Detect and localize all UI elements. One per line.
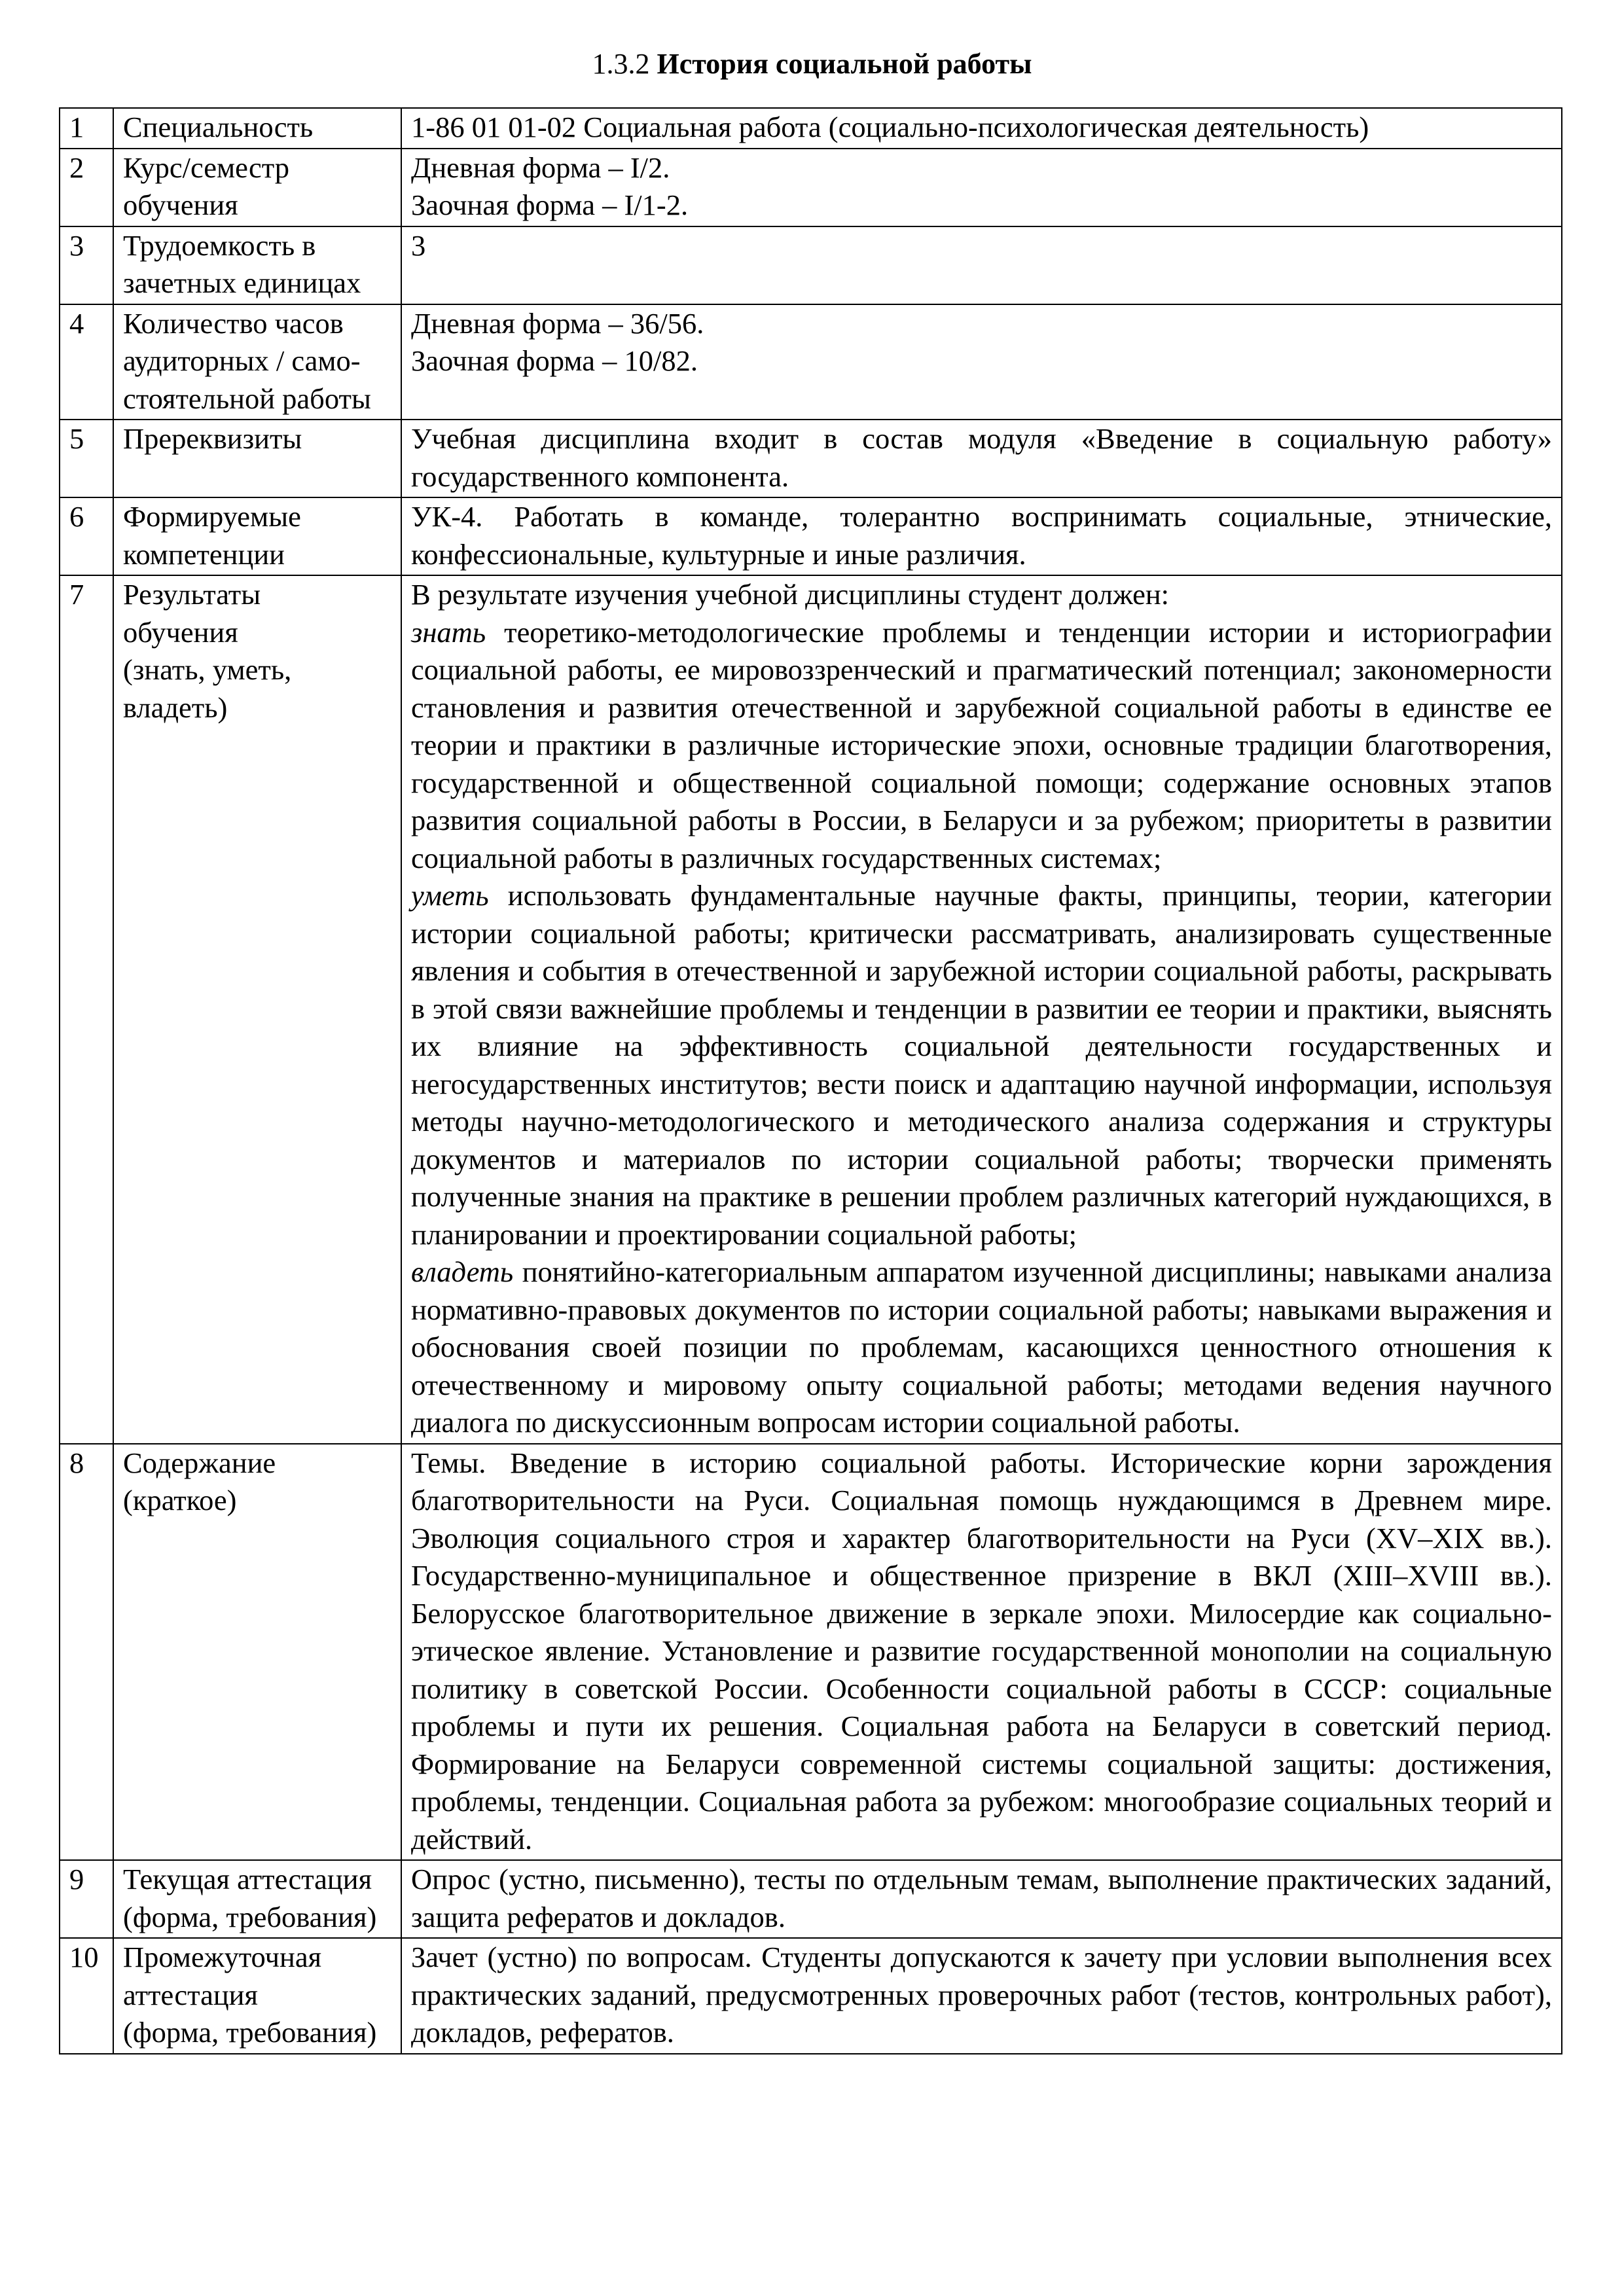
row-label (113, 1444, 401, 1861)
row-value (401, 108, 1562, 149)
row-label-line: Курс/семестр (123, 151, 290, 184)
row-value (401, 149, 1562, 226)
paragraph-text: теоретико-методологические проблемы и тенденции истории и историографии социальной работы, ее мировоззренческий и прагматический потенциал; закономерности становления и развития отечественной и зарубежной социальной работы в единстве ее теории и практики в различные исторические эпохи, основные традиции благотворения, государственной и общественной социальной помощи; содержание основных этапов развития социальной работы в России, в Беларуси и за рубежом; приоритеты в развитии социальной работы в различных государственных системах; (411, 615, 1552, 874)
row-number: 10 (60, 1938, 113, 2054)
row-label-line: стоятельной работы (123, 382, 371, 415)
row-value (401, 575, 1562, 1444)
row-value (401, 1938, 1562, 2054)
value-paragraph (411, 149, 1552, 187)
row-label (113, 420, 401, 497)
table-row (60, 575, 1562, 1444)
row-label (113, 1860, 401, 1938)
value-paragraph (411, 227, 1552, 265)
row-label-line: (форма, требования) (123, 1900, 377, 1933)
value-paragraph (411, 498, 1552, 573)
row-value (401, 497, 1562, 575)
page-title (0, 47, 1624, 82)
paragraph-text: Дневная форма – I/2. (411, 151, 670, 184)
row-value (401, 226, 1562, 304)
row-label-line: компетенции (123, 537, 285, 571)
value-paragraph (411, 1939, 1552, 2052)
row-number: 7 (60, 575, 113, 1444)
table-row (60, 1938, 1562, 2054)
paragraph-text: использовать фундаментальные научные факты, принципы, теории, категории истории социальной работы; критически рассматривать, анализировать существенные явления и события в отечественной и зарубежной истории социальной работы, раскрывать в этой связи важнейшие проблемы и тенденции в развитии ее теории и практики, выяснять их влияние на эффективность социальной деятельности государственных и негосударственных институтов; вести поиск и адаптацию научной информации, используя методы научно-методологического и методического анализа содержания и структуры документов и материалов по истории социальной работы; творчески применять полученные знания на практике в решении проблем различных категорий нуждающихся, в планировании и проектировании социальной работы; (411, 879, 1552, 1251)
row-label (113, 149, 401, 226)
paragraph-text: 1-86 01 01-02 Социальная работа (социально-психологическая деятельность) (411, 111, 1369, 143)
keyword: владеть (411, 1255, 514, 1288)
value-paragraph (411, 342, 1552, 380)
row-label (113, 1938, 401, 2054)
row-label-line: обучения (123, 615, 238, 649)
paragraph-text: В результате изучения учебной дисциплины студент должен: (411, 578, 1170, 611)
row-label-line: (краткое) (123, 1484, 237, 1516)
table-row (60, 420, 1562, 497)
row-value (401, 1444, 1562, 1861)
table-row (60, 304, 1562, 420)
row-label (113, 108, 401, 149)
row-label-line: Трудоемкость в (123, 228, 316, 262)
table-row (60, 226, 1562, 304)
row-number: 6 (60, 497, 113, 575)
table-row (60, 108, 1562, 149)
row-label (113, 304, 401, 420)
row-number: 8 (60, 1444, 113, 1861)
value-paragraph (411, 305, 1552, 343)
table-row (60, 1860, 1562, 1938)
row-label-line: владеть) (123, 691, 228, 724)
table-row (60, 497, 1562, 575)
row-label-line: (форма, требования) (123, 2016, 377, 2049)
row-label (113, 575, 401, 1444)
value-paragraph (411, 109, 1552, 147)
row-label-line: аттестация (123, 1978, 258, 2011)
keyword: уметь (411, 879, 489, 912)
row-value (401, 420, 1562, 497)
paragraph-text: УК-4. Работать в команде, толерантно воспринимать социальные, этнические, конфессиональные, культурные и иные различия. (411, 500, 1552, 571)
section-number: 1.3.2 (592, 48, 650, 80)
paragraph-text: Заочная форма – 10/82. (411, 344, 698, 377)
discipline-table (59, 107, 1562, 2054)
paragraph-text: Учебная дисциплина входит в состав модуля «Введение в социальную работу» государственного компонента. (411, 422, 1552, 493)
row-number: 3 (60, 226, 113, 304)
section-title: История социальной работы (657, 48, 1032, 80)
row-value (401, 1860, 1562, 1938)
keyword: знать (411, 615, 486, 649)
row-number: 9 (60, 1860, 113, 1938)
value-paragraph (411, 1444, 1552, 1859)
paragraph-text: 3 (411, 228, 426, 262)
value-paragraph (411, 614, 1552, 878)
row-value (401, 304, 1562, 420)
row-label-line: (знать, уметь, (123, 653, 292, 686)
value-paragraph (411, 187, 1552, 224)
table-row (60, 149, 1562, 226)
row-label-line: Количество часов (123, 306, 344, 340)
row-label (113, 497, 401, 575)
row-label-line: Результаты (123, 578, 261, 611)
paragraph-text: Зачет (устно) по вопросам. Студенты допускаются к зачету при условии выполнения всех практических заданий, предусмотренных проверочных работ (тестов, контрольных работ), докладов, рефератов. (411, 1941, 1552, 2049)
row-number: 1 (60, 108, 113, 149)
row-label-line: Пререквизиты (123, 422, 302, 455)
row-label-line: Специальность (123, 111, 314, 143)
row-number: 5 (60, 420, 113, 497)
value-paragraph (411, 420, 1552, 495)
paragraph-text: Заочная форма – I/1-2. (411, 188, 689, 221)
row-number: 2 (60, 149, 113, 226)
row-label-line: Текущая аттестация (123, 1863, 372, 1895)
row-number: 4 (60, 304, 113, 420)
row-label-line: Промежуточная (123, 1941, 322, 1973)
table-row (60, 1444, 1562, 1861)
row-label-line: обучения (123, 188, 238, 221)
paragraph-text: Темы. Введение в историю социальной работы. Исторические корни зарождения благотворительности на Руси. Социальная помощь нуждающимся в Древнем мире. Эволюция социального строя и характер благотворительности на Руси (XV–XIX вв.). Государственно-муниципальное и общественное призрение в ВКЛ (XIII–XVIII вв.). Белорусское благотворительное движение в зеркале эпохи. Милосердие как социально-этическое явление. Установление и развитие государственной монополии на социальную политику в советской России. Особенности социальной работы в СССР: социальные проблемы и пути их решения. Социальная работа на Беларуси в советский период. Формирование на Беларуси современной системы социальной защиты: достижения, проблемы, тенденции. Социальная работа за рубежом: многообразие социальных теорий и действий. (411, 1446, 1552, 1856)
row-label-line: Формируемые (123, 500, 301, 533)
paragraph-text: Опрос (устно, письменно), тесты по отдельным темам, выполнение практических заданий, защита рефератов и докладов. (411, 1863, 1552, 1933)
value-paragraph (411, 576, 1552, 614)
discipline-table-body (60, 108, 1562, 2054)
value-paragraph (411, 1861, 1552, 1936)
value-paragraph (411, 1253, 1552, 1442)
value-paragraph (411, 877, 1552, 1253)
row-label-line: Содержание (123, 1446, 276, 1479)
row-label-line: зачетных единицах (123, 266, 361, 299)
paragraph-text: Дневная форма – 36/56. (411, 306, 704, 340)
row-label (113, 226, 401, 304)
paragraph-text: понятийно-категориальным аппаратом изученной дисциплины; навыками анализа нормативно-правовых документов по истории социальной работы; навыками выражения и обоснования своей позиции по проблемам, касающихся ценностного отношения к отечественному и мировому опыту социальной работы; методами ведения научного диалога по дискуссионным вопросам истории социальной работы. (411, 1255, 1552, 1439)
row-label-line: аудиторных / само- (123, 344, 361, 377)
